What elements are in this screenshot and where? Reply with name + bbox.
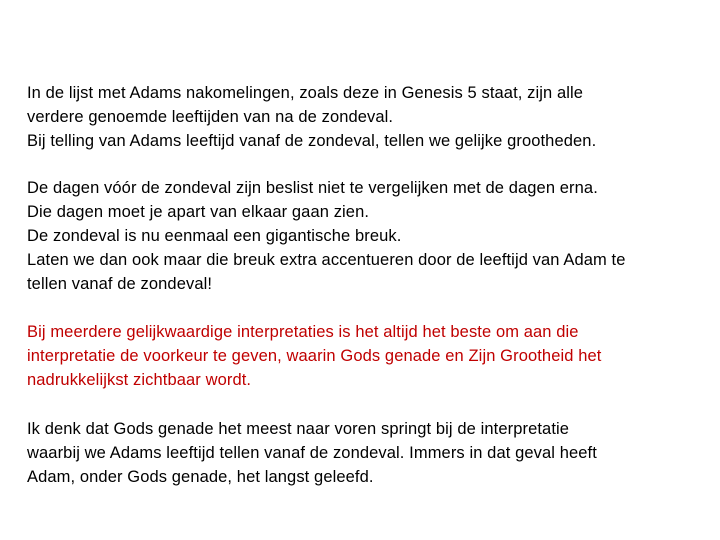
text-line: In de lijst met Adams nakomelingen, zoals deze in Genesis 5 staat, zijn alle (27, 84, 584, 102)
text-line: Bij meerdere gelijkwaardige interpretaties is het altijd het beste om aan die (27, 323, 579, 341)
text-line: interpretatie de voorkeur te geven, waarin Gods genade en Zijn Grootheid het (27, 347, 602, 365)
paragraph-genesis-ages (27, 81, 697, 153)
text-line: Laten we dan ook maar die breuk extra accentueren door de leeftijd van Adam te (27, 251, 626, 269)
text-line: nadrukkelijkst zichtbaar wordt. (27, 371, 252, 389)
text-line: Adam, onder Gods genade, het langst geleefd. (27, 468, 374, 486)
text-line: Die dagen moet je apart van elkaar gaan zien. (27, 203, 370, 221)
paragraph-days-before-fall (27, 176, 697, 296)
text-line: De zondeval is nu eenmaal een gigantische breuk. (27, 227, 402, 245)
text-line: waarbij we Adams leeftijd tellen vanaf de zondeval. Immers in dat geval heeft (27, 444, 597, 462)
text-line: Bij telling van Adams leeftijd vanaf de zondeval, tellen we gelijke grootheden. (27, 132, 597, 150)
text-line: De dagen vóór de zondeval zijn beslist niet te vergelijken met de dagen erna. (27, 179, 598, 197)
text-line: verdere genoemde leeftijden van na de zondeval. (27, 108, 394, 126)
paragraph-conclusion (27, 417, 697, 489)
text-line: tellen vanaf de zondeval! (27, 275, 213, 293)
text-line: Ik denk dat Gods genade het meest naar voren springt bij de interpretatie (27, 420, 570, 438)
paragraph-interpretation-highlight (27, 320, 697, 392)
